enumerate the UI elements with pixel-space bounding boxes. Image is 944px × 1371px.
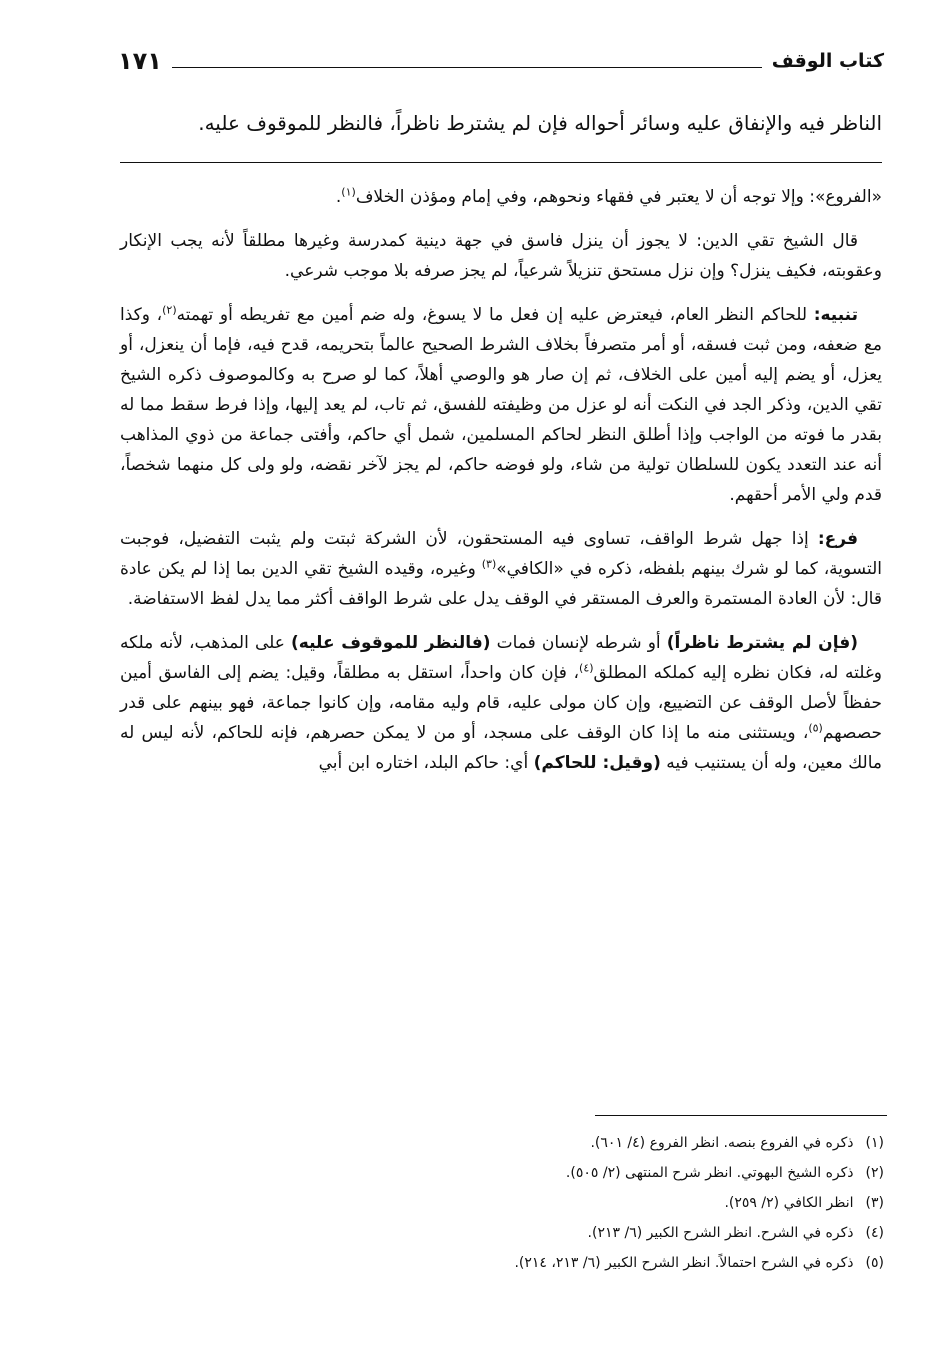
footnote-ref-5: (٥): [808, 721, 823, 735]
footnote-item: [380, 1188, 884, 1218]
footnote-item: [380, 1158, 884, 1188]
paragraph-text: ، فإن كان واحداً، استقل به مطلقاً، وقيل: يضم إلى الفاسق أمين حفظاً لأصل الوقف عن التضييع، وإن كان مولى عليه، قام وليه مقامه، وإن كانوا جماعة، فهو بينهم على قدر حصصهم: [120, 663, 882, 743]
footnote-number: (٤): [865, 1225, 884, 1241]
matn-quote-1: (فإن لم يشترط ناظراً): [666, 633, 858, 653]
matn-quote-3: (وقيل: للحاكم): [533, 753, 661, 773]
footnote-number: (١): [865, 1135, 884, 1151]
header-rule: [172, 67, 762, 68]
commentary-paragraph-5: [120, 628, 882, 778]
commentary-paragraph-3: [120, 300, 882, 510]
page-number: ١٧١: [118, 47, 162, 75]
footnote-text: ذكره في الشرح. انظر الشرح الكبير (٦/ ٢١٣).: [587, 1225, 854, 1241]
paragraph-text: «الفروع»: وإلا توجه أن لا يعتبر في فقهاء ونحوهم، وفي إمام ومؤذن الخلاف: [355, 187, 882, 207]
footnote-ref-3: (٣): [481, 557, 497, 571]
paragraph-text: قال الشيخ تقي الدين: لا يجوز أن ينزل فاسق في جهة دينية كمدرسة وغيرها مطلقاً لأنه يجب الإنكار وعقوبته، فكيف ينزل؟ وإن نزل مستحق تنزيلاً شرعياً، لم يجز صرفه بلا موجب شرعي.: [120, 231, 882, 281]
running-header: [118, 44, 884, 78]
book-title: كتاب الوقف: [771, 50, 884, 72]
footnote-item: [380, 1128, 884, 1158]
paragraph-end: .: [335, 187, 342, 207]
footnote-text: ذكره في الفروع بنصه. انظر الفروع (٤/ ٦٠١).: [590, 1135, 854, 1151]
footnote-ref-4: (٤): [579, 661, 594, 675]
matn-text: [118, 104, 882, 142]
paragraph-text: على المذهب، لأنه ملكه وغلته له، فكان نظره إليه كملكه المطلق: [120, 633, 882, 683]
commentary-body: [120, 182, 882, 792]
matn-quote-2: (فالنظر للموقوف عليه): [291, 633, 491, 653]
commentary-paragraph-4: [120, 524, 882, 614]
footnote-number: (٥): [865, 1255, 884, 1271]
footnote-separator: [595, 1115, 887, 1116]
paragraph-text: ، ويستثنى منه ما إذا كان الوقف على مسجد، أو من لا يمكن حصرهم، فإنه للحاكم، لأنه ليس له مالك معين، وله أن يستنيب فيه: [120, 723, 882, 773]
footnote-ref-1: (١): [341, 185, 356, 199]
footnote-text: ذكره في الشرح احتمالاً. انظر الشرح الكبير (٦/ ٢١٣، ٢١٤).: [514, 1255, 854, 1271]
paragraph-text: أو شرطه لإنسان فمات: [490, 633, 667, 653]
paragraph-text: أي: حاكم البلد، اختاره ابن أبي: [318, 753, 534, 773]
matn-separator: [120, 162, 882, 163]
footnote-ref-2: (٢): [162, 303, 177, 317]
paragraph-text: إذا جهل شرط الواقف، تساوى فيه المستحقون، لأن الشركة ثبتت ولم يثبت التفضيل، فوجبت التسوية، كما لو شرك بينهم بلفظه، ذكره في «الكافي»: [120, 529, 883, 579]
footnote-item: [380, 1248, 884, 1278]
matn-line: الناظر فيه والإنفاق عليه وسائر أحواله فإن لم يشترط ناظراً، فالنظر للموقوف عليه.: [198, 111, 882, 135]
footnotes: [380, 1128, 884, 1278]
footnote-number: (٢): [865, 1165, 884, 1181]
paragraph-text: للحاكم النظر العام، فيعترض عليه إن فعل ما لا يسوغ، وله ضم أمين مع تفريطه أو تهمته: [176, 305, 814, 325]
footnote-text: ذكره الشيخ البهوتي. انظر شرح المنتهى (٢/ ٥٠٥).: [565, 1165, 854, 1181]
footnote-number: (٣): [865, 1195, 884, 1211]
footnote-text: انظر الكافي (٢/ ٢٥٩).: [724, 1195, 854, 1211]
tanbih-label: تنبيه:: [813, 305, 858, 325]
commentary-paragraph-2: [120, 226, 882, 286]
footnote-item: [380, 1218, 884, 1248]
paragraph-text: ، وكذا مع ضعفه، ومن ثبت فسقه، أو أمر متصرفاً بخلاف الشرط الصحيح عالماً بتحريمه، قدح فيه، فإما أن ينعزل، أو يعزل، أو يضم إليه أمين على الخلاف، ثم إن صار هو والوصي أهلاً، كما لو صرح به وكالموصوف ذكره الشيخ تقي الدين، وذكر الجد في النكت أنه لو عزل من وظيفته للفسق، ثم تاب، لم يعد إليها، وإذا فرط سقط مما له بقدر ما فوته من الواجب وإذا أطلق النظر لحاكم المسلمين، شمل أي حاكم، وأفتى جماعة من ذوي المذاهب أنه عند التعدد يكون للسلطان تولية من شاء، ولو فوضه حاكم، لم يجز لآخر نقضه، ولو ولى كل منهما شخصاً، قدم ولي الأمر أحقهم.: [120, 305, 882, 505]
paragraph-text: وغيره، وقيده الشيخ تقي الدين بما إذا لم يكن عادة قال: لأن العادة المستمرة والعرف المستقر في الوقف يدل على شرط الواقف أكثر مما يدل لفظ الاستفاضة.: [120, 559, 882, 609]
commentary-paragraph-1: [120, 182, 882, 212]
far-label: فرع:: [817, 529, 858, 549]
